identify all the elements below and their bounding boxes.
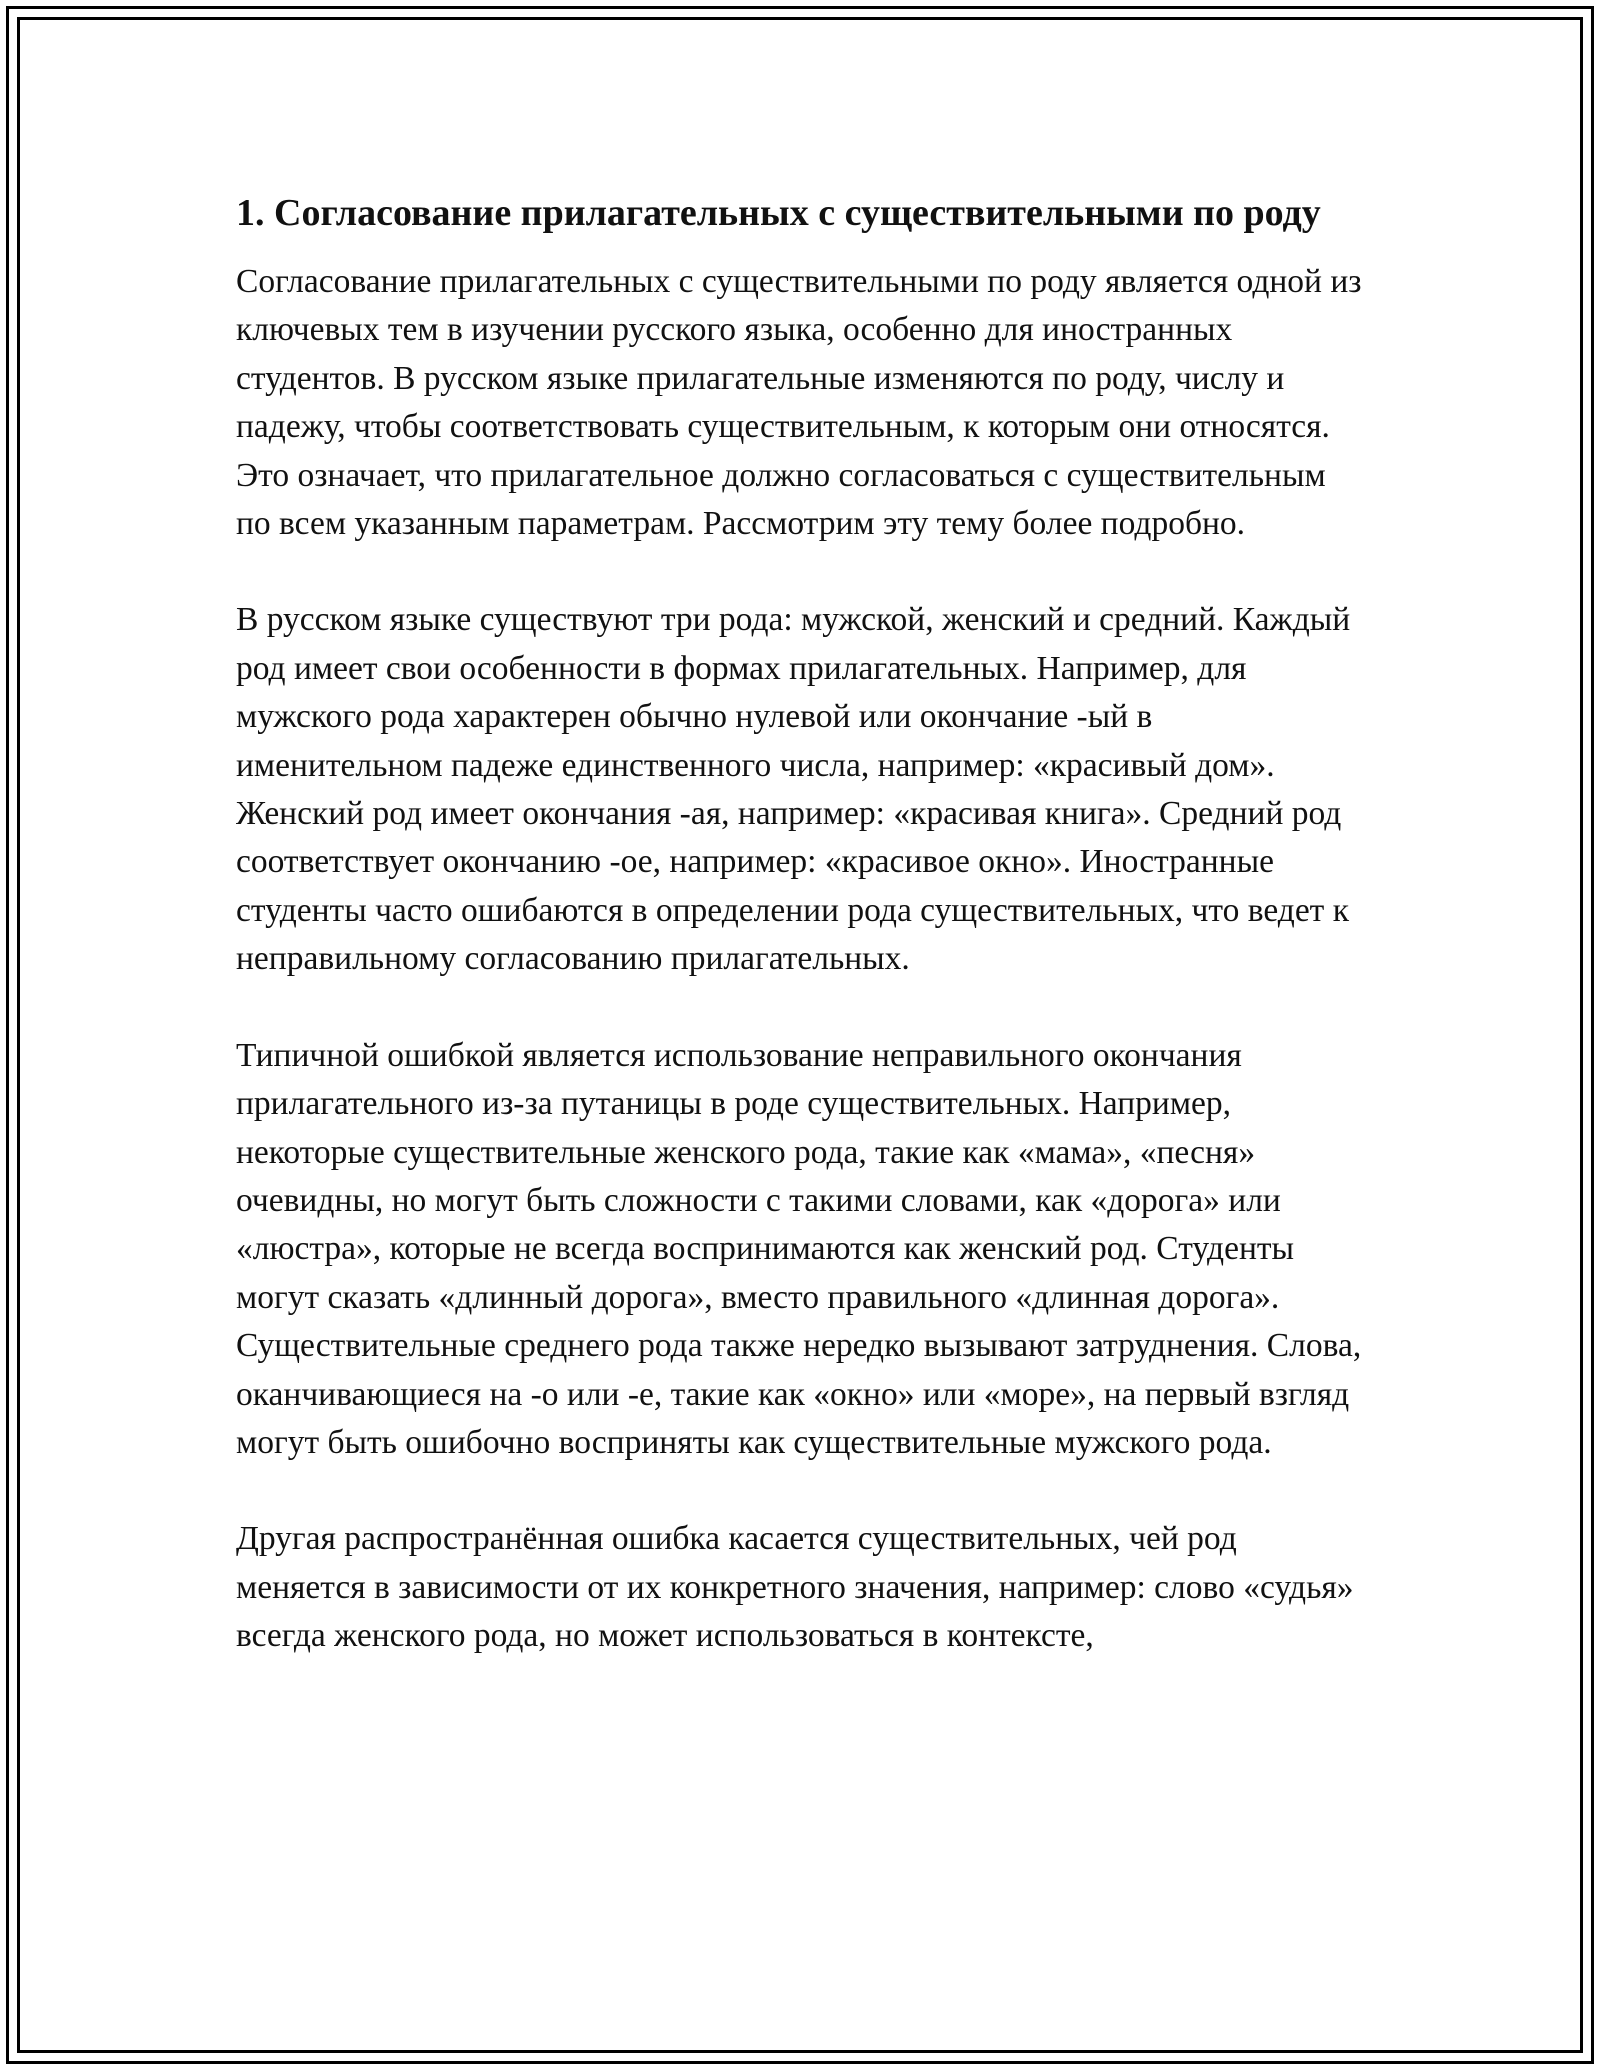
paragraph-3: Типичной ошибкой является использование неправильного окончания прилагательного из-за путаницы в роде существительных. Например, некоторые существительные женского рода, такие как «мама», «песня» очевидны, но могут быть сложности с такими словами, как «дорога» или «люстра», которые не всегда воспринимаются как женский род. Студенты могут сказать «длинный дорога», вместо правильного «длинная дорога». Существительные среднего рода также нередко вызывают затруднения. Слова, оканчивающиеся на -о или -е, такие как «окно» или «море», на первый взгляд могут быть ошибочно восприняты как существительные мужского рода.: [236, 1036, 1362, 1461]
paragraph-1: Согласование прилагательных с существительными по роду является одной из ключевых тем в изучении русского языка, особенно для иностранных студентов. В русском языке прилагательные изменяются по роду, числу и падежу, чтобы соответствовать существительным, к которым они относятся. Это означает, что прилагательное должно согласоваться с существительным по всем указанным параметрам. Рассмотрим эту тему более подробно.: [236, 263, 1362, 543]
document-body: [236, 186, 1366, 1709]
section-heading: 1. Согласование прилагательных с существительными по роду: [236, 192, 1321, 234]
paragraph-4: Другая распространённая ошибка касается существительных, чей род меняется в зависимости от их конкретного значения, например: слово «судья» всегда женского рода, но может использоваться в контексте,: [236, 1520, 1354, 1655]
paragraph-2: В русском языке существуют три рода: мужской, женский и средний. Каждый род имеет свои особенности в формах прилагательных. Например, для мужского рода характерен обычно нулевой или окончание -ый в именительном падеже единственного числа, например: «красивый дом». Женский род имеет окончания -ая, например: «красивая книга». Средний род соответствует окончанию -ое, например: «красивое окно». Иностранные студенты часто ошибаются в определении рода существительных, что ведет к неправильному согласованию прилагательных.: [236, 601, 1351, 978]
